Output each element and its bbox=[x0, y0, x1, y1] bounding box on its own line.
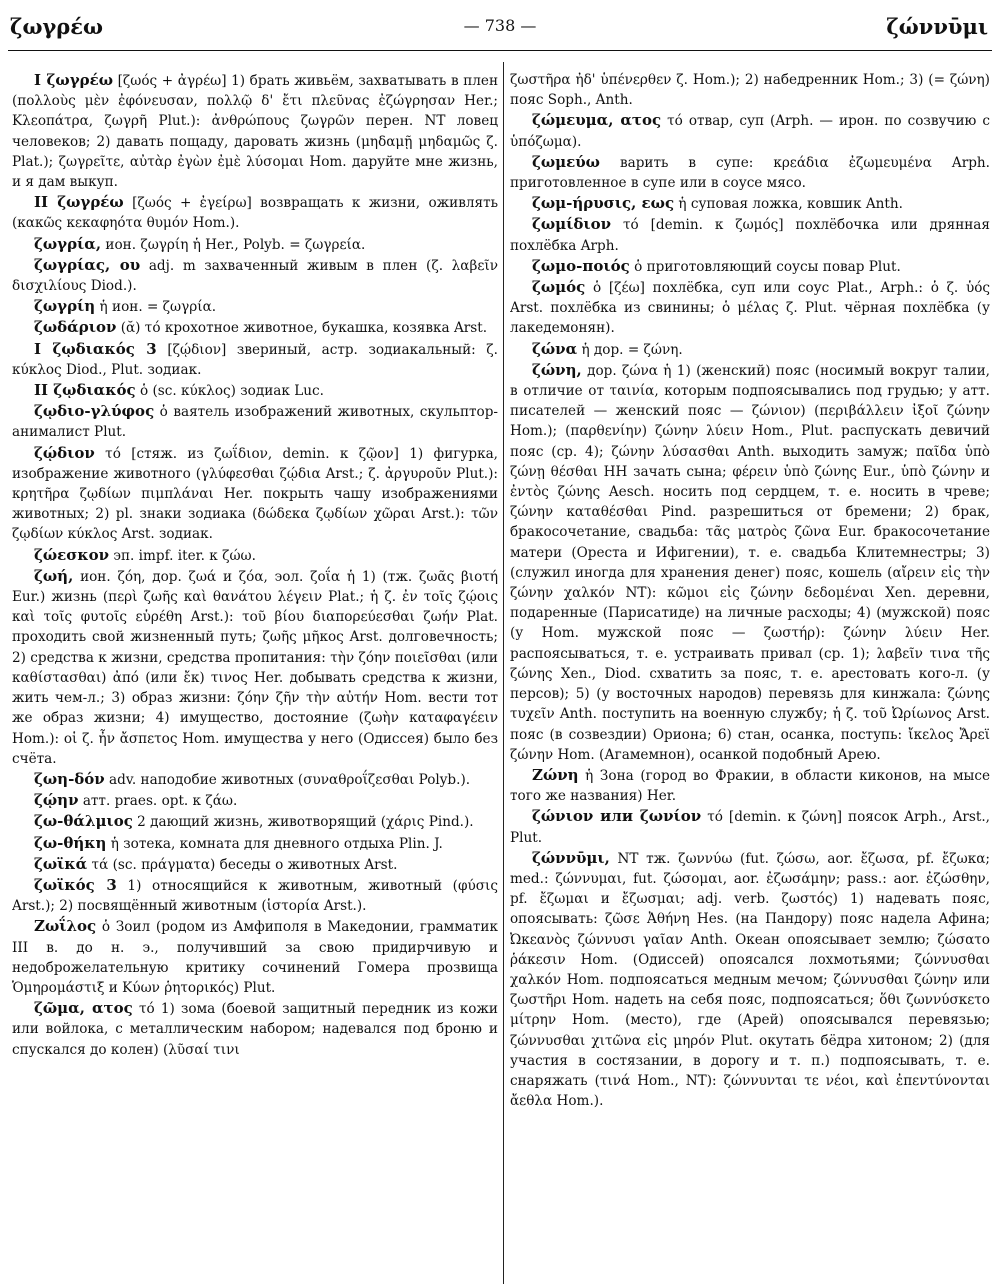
entry-definition: ион. ζωγρίη ἡ Her., Polyb. = ζωγρεία. bbox=[105, 236, 366, 253]
dictionary-entry bbox=[12, 234, 498, 255]
entry-definition: [ζωός + ἀγρέω] 1) брать живьём, захватывать в плен (πολλοὺς μὲν ἐφόνευσαν, πολλῷ δ' ἔτι πλεῦνας ἐζώγρησαν Her.; Κλεοπάτρα, ζωγρῆ Plut.): ἀνθρώπους ζωγρῶν перен. NT ловец человеков; 2) давать пощаду, даровать жизнь (μηδαμῇ μηδαμῶς ζ. Plat.); ζωγρεῖτε, αὐτὰρ ἐγὼν ἐμὲ λύσομαι Hom. даруйте мне жизнь, и я дам выкуп. bbox=[12, 73, 498, 191]
entry-definition: adj. m захваченный живым в плен (ζ. λαβεῖν δισχιλίους Diod.). bbox=[12, 257, 498, 295]
entry-definition: ион. ζόη, дор. ζωά и ζόα, эол. ζοΐα ἡ 1) (тж. ζωᾶς βιοτή Eur.) жизнь (περὶ ζωῆς καὶ θανάτου λέγειν Plat.; ἡ ζ. ἐν τοῖς ζῴοις καὶ τοῖς φυτοῖς εὑρέθη Arst.): τοῦ βίου διαπορεύεσθαι ζωήν Plat. проходить свой жизненный путь; ζωῆς μῆκος Arst. долговечность; 2) средства к жизни, средства пропитания: τὴν ζόην ποιεῖσθαι (или καθίστασθαι) ἀπό (или ἔκ) τινος Her. добывать средства к жизни, жить чем-л.; 3) образ жизни: ζόην ζῆν τὴν αὐτήν Hom. вести тот же образ жизни; 4) имущество, достояние (ζωὴν καταφαγέειν Hom.): οἱ ζ. ἦν ἄσπετος Hom. имущества у него (Одиссея) было без счёта. bbox=[12, 568, 498, 767]
dictionary-entry bbox=[12, 339, 498, 380]
entry-headword: II ζωγρέω bbox=[34, 193, 124, 212]
entry-headword: ζω-θήκη bbox=[34, 833, 107, 852]
entry-definition: ὁ ваятель изображений животных, скульптор-анималист Plut. bbox=[12, 404, 498, 441]
entry-definition: 2 дающий жизнь, животворящий (χάρις Pind.). bbox=[137, 814, 474, 831]
entry-headword: ζωμός bbox=[532, 278, 586, 297]
dictionary-entry bbox=[12, 296, 498, 317]
dictionary-entry bbox=[510, 256, 990, 277]
column-divider bbox=[503, 62, 504, 1284]
dictionary-entry bbox=[12, 875, 498, 916]
dictionary-entry bbox=[12, 854, 498, 875]
dictionary-entry bbox=[12, 545, 498, 566]
dictionary-entry bbox=[510, 277, 990, 339]
dictionary-entry bbox=[12, 70, 498, 192]
dictionary-entry bbox=[12, 811, 498, 832]
entry-headword: I ζωγρέω bbox=[34, 71, 113, 89]
dictionary-entry bbox=[12, 833, 498, 854]
dictionary-entry bbox=[12, 998, 498, 1060]
entry-headword: ζώνα bbox=[532, 339, 578, 358]
entry-definition: ζωστῆρα ἠδ' ὑπένερθεν ζ. Hom.); 2) набедренник Hom.; 3) (= ζώνη) пояс Soph., Anth. bbox=[510, 72, 990, 109]
right-column bbox=[510, 70, 990, 1280]
dictionary-entry bbox=[12, 443, 498, 545]
entry-headword: ζω-θάλμιος bbox=[34, 812, 133, 831]
entry-definition: [ζωός + ἐγείρω] возвращать к жизни, оживлять (κακῶς κεκαφηότα θυμόν Hom.). bbox=[12, 195, 498, 232]
dictionary-entry bbox=[510, 110, 990, 151]
entry-definition: ὁ [ζέω] похлёбка, суп или соус Plat., Arph.: ὁ ζ. ὑός Arst. похлёбка из свинины; ὁ μέλας ζ. Plut. чёрная похлёбка (у лакедемонян). bbox=[510, 280, 990, 337]
entry-headword: ζώνη, bbox=[532, 360, 582, 379]
entry-definition: ἡ зотека, комната для дневного отдыха Plin. J. bbox=[110, 835, 443, 852]
entry-definition: adv. наподобие животных (συναθροΐζεσθαι Polyb.). bbox=[109, 771, 471, 788]
dictionary-entry bbox=[12, 790, 498, 811]
entry-definition: ἡ Зона (город во Фракии, в области киконов, на мысе того же названия) Her. bbox=[510, 767, 990, 805]
entry-headword: ζῶμα, ατος bbox=[34, 999, 133, 1018]
entry-definition: дор. ζώνα ἡ 1) (женский) пояс (носимый вокруг талии, в отличие от ταινία, которым подпоясывались под грудью; у атт. писателей — женский пояс — ζώνιον) (περιβάλλειν ἰξοῖ ζώνην Hom.); (παρθενίην) ζώνην λύειν Hom., Plut. распускать девичий пояс (ср. 4); ζώνην λύσασθαι Anth. выходить замуж; παῖδα ὑπὸ ζώνῃ θέσθαι HH зачать сына; φέρειν ὑπὸ ζώνης Eur., ὑπὸ ζώνην и ἐντὸς ζώνης Aesch. носить под сердцем, т. е. носить в чреве; ζώνην καταθέσθαι Pind. разрешиться от бремени; 2) брак, бракосочетание, свадьба: τᾶς ματρὸς ζῶνα Eur. бракосочетание матери (Ореста и Ифигении), т. е. свадьба Клитемнестры; 3) (служил иногда для хранения денег) пояс, кошель (αἴρειν εἰς τὴν ζώνην χαλκόν NT): κῶμοι εἰς ζώνην δεδομέναι Xen. деревни, подаренные (Парисатиде) на личные расходы; 4) (мужской) пояс (у Hom. мужской пояс — ζωστήρ): ζώνην λύειν Her. распоясываться, т. е. устраивать привал (ср. 1); λαβεῖν τινα τῆς ζώνης Xen., Diod. схватить за пояс, т. е. арестовать кого-л. (у персов); 5) (у восточных народов) перевязь для кинжала: ζώνης τυχεῖν Anth. поступить на военную службу; ἡ ζ. τοῦ Ὠρίωνος Arst. пояс (в созвездии) Ориона; 6) стан, осанка, поступь: ἴκελος Ἄρεϊ ζώνην Hom. (Агамемнон), осанкой подобный Арею. bbox=[510, 362, 990, 763]
entry-definition: ἡ дор. = ζώνη. bbox=[581, 341, 683, 358]
entry-headword: ζωμ-ήρυσις, εως bbox=[532, 194, 675, 213]
entry-headword: ζωδάριον bbox=[34, 318, 117, 337]
entry-definition: τό отвар, суп (Arph. — ирон. по созвучию с ὑπόζωμα). bbox=[510, 113, 990, 150]
header-right-guideword: ζώννῡμι bbox=[886, 14, 988, 39]
dictionary-entry bbox=[510, 152, 990, 193]
entry-definition: ὁ (sc. κύκλος) зодиак Luc. bbox=[139, 383, 324, 400]
entry-definition: ὁ Зоил (родом из Амфиполя в Македонии, грамматик III в. до н. э., получивший за свою придирчивую и недоброжелательную критику сочинений Гомера прозвища Ὁμηρομάστιξ и Κύων ῥητορικός) Plut. bbox=[12, 919, 498, 996]
dictionary-entry bbox=[12, 380, 498, 401]
entry-headword: ζωϊκά bbox=[34, 854, 88, 873]
entry-headword: ζῴην bbox=[34, 791, 79, 810]
entry-headword: ζώννῡμι, bbox=[532, 848, 610, 867]
entry-headword: Ζώνη bbox=[532, 765, 579, 784]
entry-definition: атт. praes. opt. к ζάω. bbox=[82, 793, 238, 810]
header-left-guideword: ζωγρέω bbox=[10, 14, 104, 39]
entry-headword: ζῳδιο-γλύφος bbox=[34, 402, 155, 421]
entry-headword: ζωή, bbox=[34, 566, 74, 585]
entry-definition: NT тж. ζωννύω (fut. ζώσω, aor. ἔζωσα, pf. ἔζωκα; med.: ζώννυμαι, fut. ζώσομαι, aor. ἐζωσάμην; pass.: aor. ἐζώσθην, pf. ἔζωμαι и ἔζωσμαι; adj. verb. ζωστός) 1) надевать пояс, опоясывать: ζῶσε Ἀθήνη Hes. (на Пандору) пояс надела Афина; Ὠκεανὸς ζώννυσι γαῖαν Anth. Океан опоясывает землю; ζώσατο ῥάκεσιν Hom. (Одиссей) опоясался лохмотьями; ζώννυσθαι χαλκόν Hom. подпоясаться медным мечом; ζώννυσθαι ζώνην или ζωστῆρι Hom. надеть на себя пояс, подпоясаться; ὅθι ζωννύσκετο μίτρην Hom. (место), где (Арей) опоясывался перевязью; ζώννυσθαι χιτῶνα εἰς μηρόν Plut. окутать бёдра хитоном; 2) (для участия в состязании, в дорогу и т. п.) подпоясывать, т. е. снаряжать (τινά Hom., NT): ζώννυνται τε νέοι, καὶ ἐπεντύνονται ἄεθλα Hom.). bbox=[510, 850, 990, 1110]
dictionary-entry bbox=[12, 566, 498, 769]
entry-definition: эп. impf. iter. к ζώω. bbox=[113, 547, 256, 564]
entry-definition: τά (sc. πράγματα) беседы о животных Arst. bbox=[91, 856, 398, 873]
entry-definition: варить в супе: κρεάδια ἐζωμευμένα Arph. приготовленное в супе или в соусе мясо. bbox=[510, 154, 990, 192]
left-column bbox=[12, 70, 498, 1280]
page-number: — 738 — bbox=[463, 16, 537, 35]
entry-headword: ζῴδιον bbox=[34, 443, 95, 462]
entry-headword: I ζῳδιακός 3 bbox=[34, 339, 157, 358]
entry-headword: ζωϊκός 3 bbox=[34, 875, 117, 894]
header-rule bbox=[8, 50, 992, 51]
dictionary-entry bbox=[12, 401, 498, 442]
dictionary-entry bbox=[12, 317, 498, 338]
entry-definition: τό 1) зома (боевой защитный передник из кожи или войлока, с металлическим набором; надевался под броню и спускался до колен) (λῦσαί τινι bbox=[12, 1001, 498, 1058]
entry-headword: ζωμεύω bbox=[532, 152, 600, 171]
entry-headword: ζώνιον или ζωνίον bbox=[532, 807, 702, 826]
entry-headword: ζωμίδιον bbox=[532, 215, 612, 234]
dictionary-entry bbox=[510, 70, 990, 110]
entry-headword: Ζωΐλος bbox=[34, 917, 97, 936]
entry-headword: ζώμευμα, ατος bbox=[532, 111, 662, 130]
entry-headword: ζωγρίας, ου bbox=[34, 255, 141, 274]
dictionary-entry bbox=[510, 848, 990, 1112]
entry-headword: ζωη-δόν bbox=[34, 769, 105, 788]
entry-headword: ζωγρία, bbox=[34, 234, 102, 253]
entry-definition: 1) относящийся к животным, животный (φύσις Arst.); 2) посвящённый животным (ἱστορία Arst.). bbox=[12, 877, 498, 915]
entry-definition: (ᾰ) τό крохотное животное, букашка, козявка Arst. bbox=[120, 320, 488, 337]
entry-definition: τό [demin. к ζώνη] поясок Arph., Arst., Plut. bbox=[510, 809, 990, 846]
entry-headword: ζωγρίη bbox=[34, 297, 96, 316]
dictionary-entry bbox=[510, 193, 990, 214]
entry-headword: ζώεσκον bbox=[34, 545, 109, 564]
page-header bbox=[0, 0, 1000, 52]
dictionary-entry bbox=[510, 339, 990, 360]
entry-definition: ἡ суповая ложка, ковшик Anth. bbox=[678, 196, 903, 213]
dictionary-entry bbox=[510, 214, 990, 255]
dictionary-entry bbox=[510, 806, 990, 847]
dictionary-entry bbox=[12, 916, 498, 998]
dictionary-entry bbox=[510, 360, 990, 765]
dictionary-entry bbox=[12, 769, 498, 790]
dictionary-entry bbox=[12, 255, 498, 296]
entry-definition: τό [demin. к ζωμός] похлёбочка или дрянная похлёбка Arph. bbox=[510, 217, 990, 254]
entry-definition: ἡ ион. = ζωγρία. bbox=[99, 299, 217, 316]
dictionary-entry bbox=[12, 192, 498, 233]
entry-definition: τό [стяж. из ζωΐδιον, demin. к ζῷον] 1) фигурка, изображение животного (γλύφεσθαι ζῴδια Arst.; ζ. ἀργυροῦν Plut.): κρητῆρα ζῳδίων πιμπλάναι Her. покрыть чашу изображениями животных; 2) pl. знаки зодиака (δώδεκα ζῳδίων χῶραι Arst.): τῶν ζῳδίων κύκλος Arst. зодиак. bbox=[12, 445, 498, 543]
entry-headword: II ζῳδιακός bbox=[34, 381, 136, 400]
dictionary-entry bbox=[510, 765, 990, 806]
entry-definition: ὁ приготовляющий соусы повар Plut. bbox=[634, 258, 901, 275]
entry-headword: ζωμο-ποιός bbox=[532, 256, 630, 275]
entry-definition: [ζῴδιον] звериный, астр. зодиакальный: ζ. κύκλος Diod., Plut. зодиак. bbox=[12, 341, 498, 378]
